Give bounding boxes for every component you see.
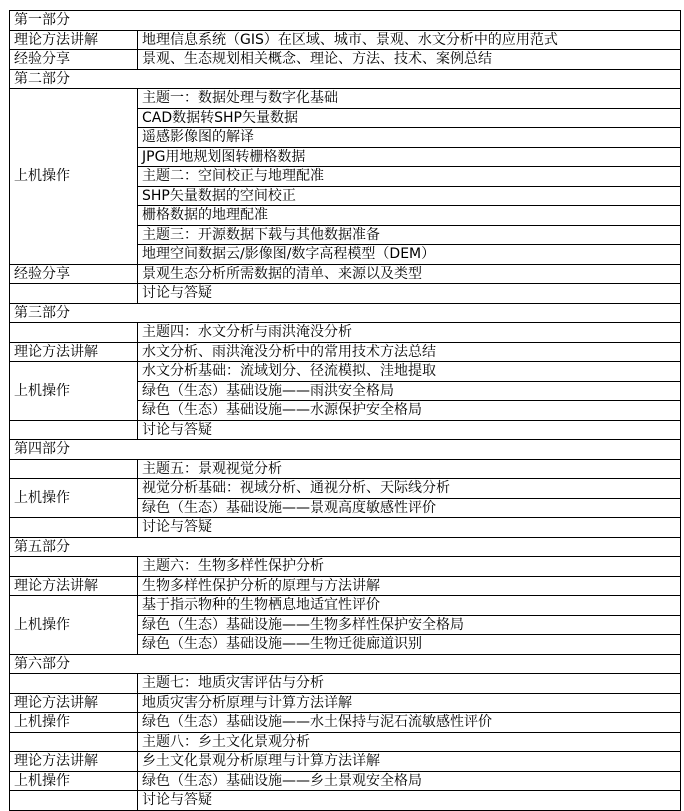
table-row [10,342,681,362]
content-cell: 乡土文化景观分析原理与计算方法详解 [138,752,681,772]
content-cell: 讨论与答疑 [138,791,681,811]
activity-type-cell: 理论方法讲解 [10,693,138,713]
content-cell: 主题二：空间校正与地理配准 [138,167,681,187]
table-row [10,89,681,109]
table-row [10,596,681,616]
table-row [10,752,681,772]
content-cell: 栅格数据的地理配准 [138,206,681,226]
content-cell: 绿色（生态）基础设施——雨洪安全格局 [138,381,681,401]
content-cell: 绿色（生态）基础设施——生物多样性保护安全格局 [138,615,681,635]
table-row [10,518,681,538]
activity-type-cell [10,420,138,440]
activity-type-cell: 上机操作 [10,771,138,791]
content-cell: 绿色（生态）基础设施——乡土景观安全格局 [138,771,681,791]
content-cell: 水文分析基础：流域划分、径流模拟、洼地提取 [138,362,681,382]
table-row [10,576,681,596]
section-header-row [10,537,681,557]
section-header-row [10,11,681,31]
activity-type-cell [10,791,138,811]
content-cell: 生物多样性保护分析的原理与方法讲解 [138,576,681,596]
section-header-row [10,303,681,323]
section-title: 第三部分 [10,303,681,323]
content-cell: 主题六：生物多样性保护分析 [138,557,681,577]
activity-type-cell [10,284,138,304]
content-cell: JPG用地规划图转栅格数据 [138,147,681,167]
content-cell: 绿色（生态）基础设施——水源保护安全格局 [138,401,681,421]
table-row [10,284,681,304]
table-row [10,459,681,479]
content-cell: CAD数据转SHP矢量数据 [138,108,681,128]
table-row [10,674,681,694]
content-cell: 绿色（生态）基础设施——景观高度敏感性评价 [138,498,681,518]
content-cell: 讨论与答疑 [138,420,681,440]
table-row [10,713,681,733]
table-row [10,420,681,440]
activity-type-cell: 经验分享 [10,50,138,70]
activity-type-cell: 理论方法讲解 [10,576,138,596]
section-title: 第五部分 [10,537,681,557]
section-title: 第四部分 [10,440,681,460]
table-row [10,479,681,499]
table-row [10,362,681,382]
table-row [10,323,681,343]
activity-type-cell: 上机操作 [10,479,138,518]
content-cell: 主题七：地质灾害评估与分析 [138,674,681,694]
content-cell: 景观、生态规划相关概念、理论、方法、技术、案例总结 [138,50,681,70]
table-row [10,50,681,70]
content-cell: 主题一：数据处理与数字化基础 [138,89,681,109]
activity-type-cell: 经验分享 [10,264,138,284]
activity-type-cell: 理论方法讲解 [10,30,138,50]
content-cell: 绿色（生态）基础设施——生物迁徙廊道识别 [138,635,681,655]
content-cell: 主题八：乡土文化景观分析 [138,732,681,752]
content-cell: 讨论与答疑 [138,284,681,304]
content-cell: 主题五：景观视觉分析 [138,459,681,479]
activity-type-cell: 上机操作 [10,362,138,421]
table-row [10,557,681,577]
section-header-row [10,654,681,674]
course-schedule-body [10,11,681,811]
table-row [10,693,681,713]
table-row [10,30,681,50]
activity-type-cell: 理论方法讲解 [10,342,138,362]
content-cell: SHP矢量数据的空间校正 [138,186,681,206]
content-cell: 地质灾害分析原理与计算方法详解 [138,693,681,713]
activity-type-cell: 理论方法讲解 [10,752,138,772]
activity-type-cell [10,557,138,577]
content-cell: 景观生态分析所需数据的清单、来源以及类型 [138,264,681,284]
content-cell: 基于指示物种的生物栖息地适宜性评价 [138,596,681,616]
activity-type-cell [10,674,138,694]
activity-type-cell [10,732,138,752]
table-row [10,264,681,284]
content-cell: 主题四：水文分析与雨洪淹没分析 [138,323,681,343]
content-cell: 讨论与答疑 [138,518,681,538]
activity-type-cell: 上机操作 [10,713,138,733]
content-cell: 地理信息系统（GIS）在区域、城市、景观、水文分析中的应用范式 [138,30,681,50]
activity-type-cell [10,459,138,479]
activity-type-cell [10,323,138,343]
content-cell: 绿色（生态）基础设施——水土保持与泥石流敏感性评价 [138,713,681,733]
section-title: 第六部分 [10,654,681,674]
activity-type-cell: 上机操作 [10,596,138,655]
content-cell: 地理空间数据云/影像图/数字高程模型（DEM） [138,245,681,265]
activity-type-cell: 上机操作 [10,89,138,265]
section-title: 第一部分 [10,11,681,31]
content-cell: 主题三：开源数据下载与其他数据准备 [138,225,681,245]
activity-type-cell [10,518,138,538]
section-header-row [10,440,681,460]
content-cell: 遥感影像图的解译 [138,128,681,148]
table-row [10,732,681,752]
section-title: 第二部分 [10,69,681,89]
content-cell: 水文分析、雨洪淹没分析中的常用技术方法总结 [138,342,681,362]
section-header-row [10,69,681,89]
course-schedule-table [9,10,681,811]
table-row [10,771,681,791]
content-cell: 视觉分析基础：视域分析、通视分析、天际线分析 [138,479,681,499]
table-row [10,791,681,811]
